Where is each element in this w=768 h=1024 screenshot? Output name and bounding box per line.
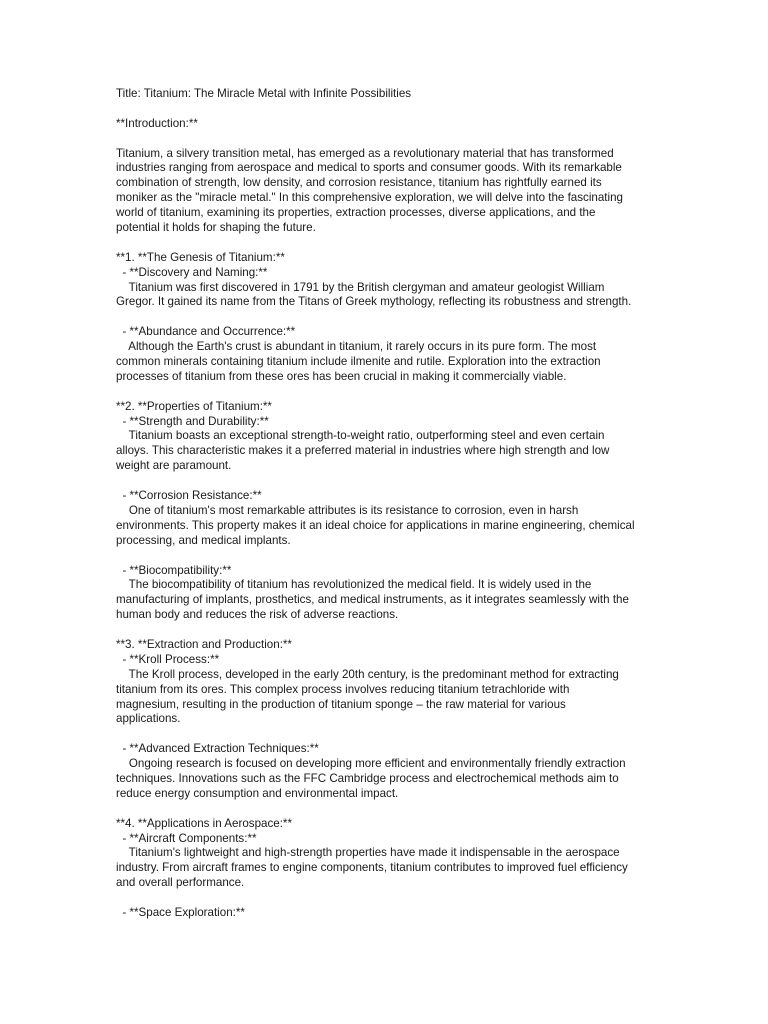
subsection-heading: - **Abundance and Occurrence:** [116, 325, 296, 339]
text-line: manufacturing of implants, prosthetics, and medical instruments, as it integrates seamlessly with the [116, 593, 629, 607]
section-heading: **4. **Applications in Aerospace:** [116, 816, 292, 830]
text-line: moniker as the "miracle metal." In this comprehensive exploration, we will delve into the fascinating [116, 191, 624, 205]
text-line: Titanium, a silvery transition metal, has emerged as a revolutionary material that has transformed [116, 146, 614, 160]
text-line: Ongoing research is focused on developing more efficient and environmentally friendly extraction [116, 757, 626, 771]
text-line: titanium from its ores. This complex process involves reducing titanium tetrachloride with [116, 682, 570, 696]
text-line: processes of titanium from these ores has been crucial in making it commercially viable. [116, 369, 567, 383]
text-line: Titanium was first discovered in 1791 by the British clergyman and amateur geologist William [116, 280, 605, 294]
text-line: techniques. Innovations such as the FFC Cambridge process and electrochemical methods aim to [116, 771, 619, 785]
text-line: One of titanium's most remarkable attributes is its resistance to corrosion, even in harsh [116, 503, 579, 517]
document-page [116, 87, 661, 921]
text-line: potential it holds for shaping the future. [116, 221, 316, 235]
text-line: and overall performance. [116, 876, 245, 890]
subsection-heading: - **Strength and Durability:** [116, 414, 269, 428]
text-line: processing, and medical implants. [116, 533, 291, 547]
subsection-heading: - **Corrosion Resistance:** [116, 489, 262, 503]
text-line: combination of strength, low density, and corrosion resistance, titanium has rightfully earned its [116, 176, 602, 190]
subsection-heading: - **Kroll Process:** [116, 652, 220, 666]
text-line: reduce energy consumption and environmental impact. [116, 786, 399, 800]
text-line: magnesium, resulting in the production of titanium sponge – the raw material for various [116, 697, 566, 711]
intro-heading: **Introduction:** [116, 116, 198, 130]
document-title: Title: Titanium: The Miracle Metal with Infinite Possibilities [116, 87, 412, 100]
text-line: Gregor. It gained its name from the Titans of Greek mythology, reflecting its robustness and strength. [116, 295, 632, 309]
text-line: Titanium's lightweight and high-strength properties have made it indispensable in the aerospace [116, 846, 620, 860]
subsection-heading: - **Discovery and Naming:** [116, 265, 268, 279]
text-line: The biocompatibility of titanium has revolutionized the medical field. It is widely used in the [116, 578, 592, 592]
text-line: industries ranging from aerospace and medical to sports and consumer goods. With its remarkable [116, 161, 622, 175]
text-line: Although the Earth's crust is abundant in titanium, it rarely occurs in its pure form. The most [116, 340, 597, 354]
text-line: human body and reduces the risk of adverse reactions. [116, 608, 399, 622]
section-heading: **2. **Properties of Titanium:** [116, 399, 272, 413]
subsection-heading: - **Biocompatibility:** [116, 563, 232, 577]
text-line: industry. From aircraft frames to engine components, titanium contributes to improved fuel efficiency [116, 861, 628, 875]
intro-paragraph [116, 147, 661, 236]
subsection-heading: - **Advanced Extraction Techniques:** [116, 742, 319, 756]
text-line: world of titanium, examining its properties, extraction processes, diverse applications, and the [116, 206, 596, 220]
text-line: The Kroll process, developed in the early 20th century, is the predominant method for extracting [116, 667, 619, 681]
section-heading: **3. **Extraction and Production:** [116, 637, 292, 651]
text-line: Titanium boasts an exceptional strength-to-weight ratio, outperforming steel and even certain [116, 429, 605, 443]
subsection-heading: - **Space Exploration:** [116, 905, 245, 919]
subsection-heading: - **Aircraft Components:** [116, 831, 257, 845]
text-line: alloys. This characteristic makes it a preferred material in industries where high strength and low [116, 444, 610, 458]
text-line: environments. This property makes it an ideal choice for applications in marine engineering, chemical [116, 518, 635, 532]
text-line: applications. [116, 712, 181, 726]
section-heading: **1. **The Genesis of Titanium:** [116, 250, 285, 264]
text-line: weight are paramount. [116, 459, 232, 473]
text-line: common minerals containing titanium include ilmenite and rutile. Exploration into the extraction [116, 355, 601, 369]
